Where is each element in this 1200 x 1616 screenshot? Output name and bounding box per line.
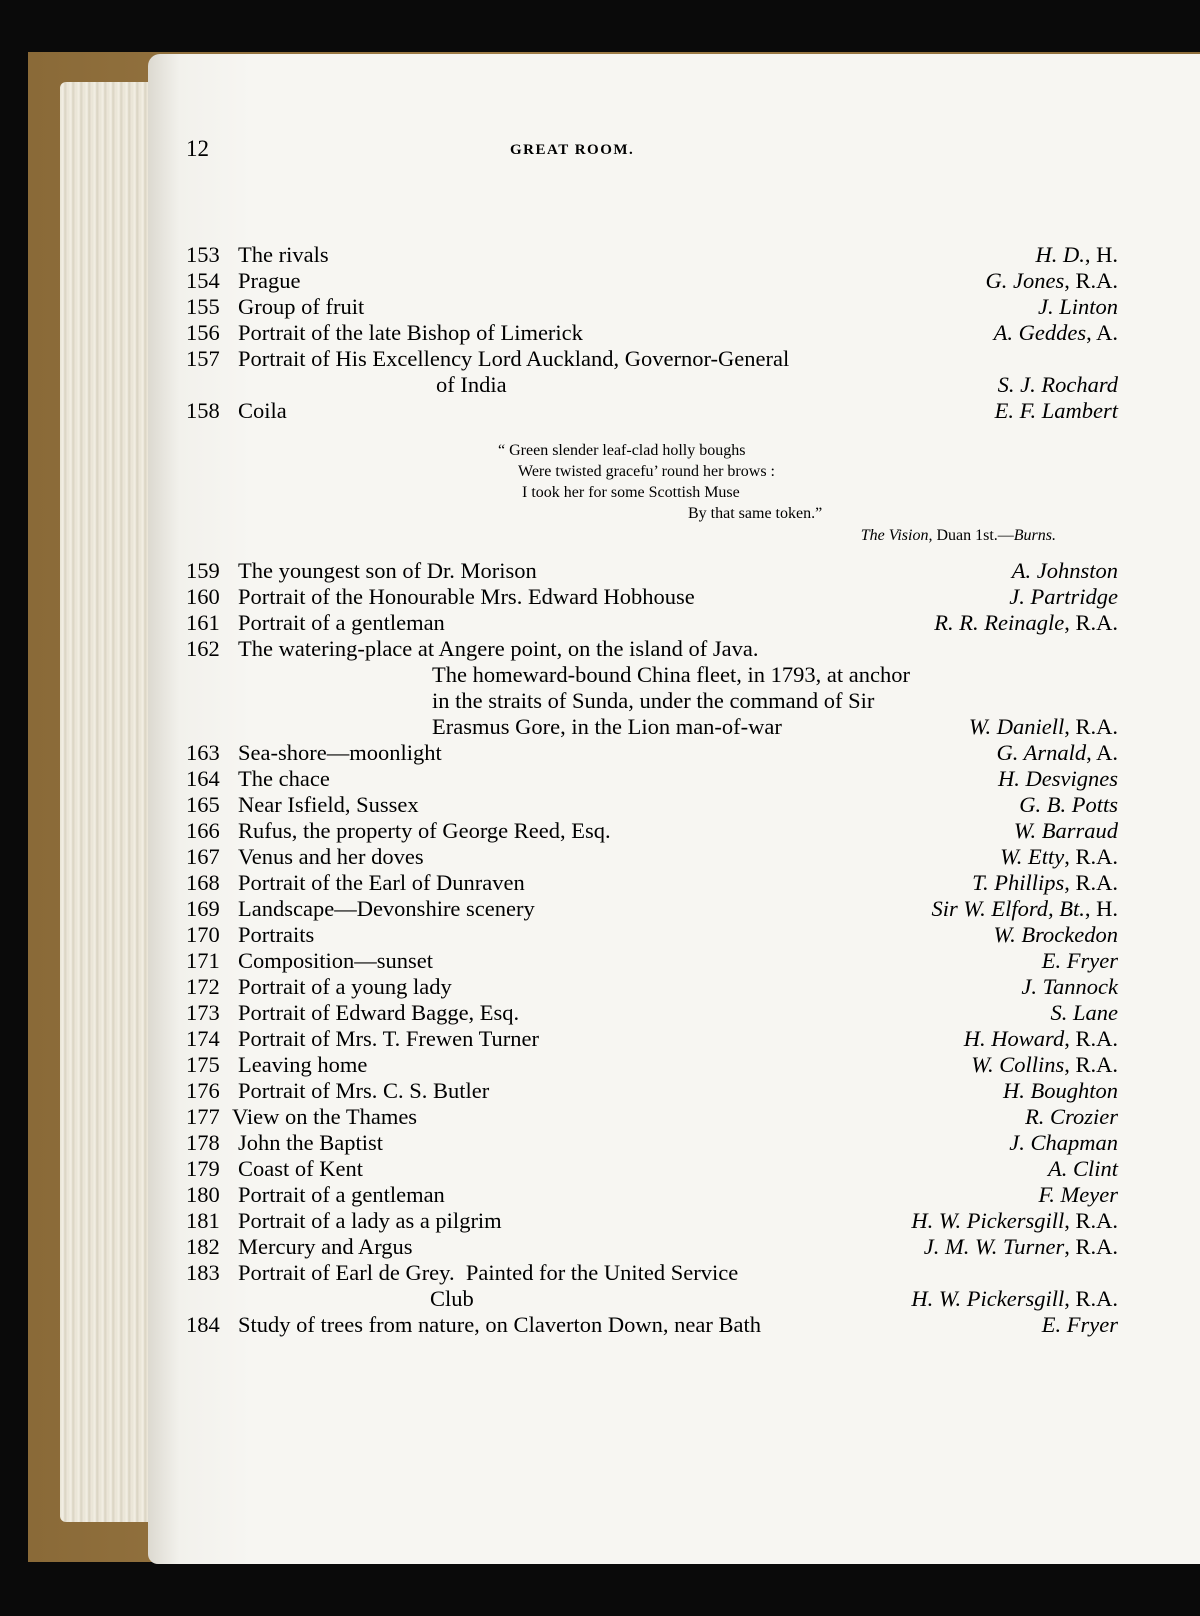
entry-number: 161 — [186, 610, 220, 635]
entry-artist: J. Chapman — [1009, 1130, 1118, 1155]
entry-title: Landscape—Devonshire scenery — [238, 896, 535, 921]
entry-number: 175 — [186, 1052, 220, 1077]
entry-number: 162 — [186, 636, 220, 661]
entry-number: 157 — [186, 346, 220, 371]
entry-title: The rivals — [238, 242, 329, 267]
quote-line: Were twisted gracefu’ round her brows : — [518, 463, 775, 480]
entry-title-continued: The homeward-bound China fleet, in 1793, at anchor — [432, 662, 910, 687]
entry-artist: J. M. W. Turner, R.A. — [923, 1234, 1118, 1259]
entry-number: 165 — [186, 792, 220, 817]
entry-title: Portrait of the late Bishop of Limerick — [238, 320, 583, 345]
entry-number: 156 — [186, 320, 220, 345]
entry-artist: W. Collins, R.A. — [971, 1052, 1118, 1077]
entry-title: Portraits — [238, 922, 315, 947]
entry-number: 179 — [186, 1156, 220, 1181]
entry-number: 176 — [186, 1078, 220, 1103]
entry-artist: H. Desvignes — [998, 766, 1118, 791]
entry-number: 184 — [186, 1312, 220, 1337]
entry-title-continued: in the straits of Sunda, under the command of Sir — [432, 688, 875, 713]
entry-title: Portrait of the Earl of Dunraven — [238, 870, 525, 895]
entry-artist: H. W. Pickersgill, R.A. — [911, 1208, 1118, 1233]
entry-title: Portrait of Earl de Grey. Painted for the United Service — [238, 1260, 739, 1285]
entry-number: 178 — [186, 1130, 220, 1155]
entry-artist: W. Barraud — [1013, 818, 1118, 843]
entry-number: 160 — [186, 584, 220, 609]
entry-number: 159 — [186, 558, 220, 583]
entry-title: Portrait of a young lady — [238, 974, 452, 999]
entry-number: 154 — [186, 268, 220, 293]
entry-title: The watering-place at Angere point, on the island of Java. — [238, 636, 759, 661]
entry-title: Portrait of Edward Bagge, Esq. — [238, 1000, 520, 1025]
entry-title: Rufus, the property of George Reed, Esq. — [238, 818, 611, 843]
entry-title-continued: Club — [430, 1286, 474, 1311]
entry-number: 153 — [186, 242, 220, 267]
entry-artist: R. R. Reinagle, R.A. — [934, 610, 1118, 635]
entry-number: 183 — [186, 1260, 220, 1285]
entry-title: Portrait of a lady as a pilgrim — [238, 1208, 502, 1233]
quote-line: By that same token.” — [688, 505, 823, 522]
entry-artist: Sir W. Elford, Bt., H. — [931, 896, 1118, 921]
entry-title: Sea-shore—moonlight — [238, 740, 442, 765]
entry-title: Portrait of Mrs. C. S. Butler — [238, 1078, 490, 1103]
entry-title-continued: of India — [436, 372, 507, 397]
entry-artist: H. D., H. — [1035, 242, 1118, 267]
entry-number: 170 — [186, 922, 220, 947]
entry-title: Composition—sunset — [238, 948, 434, 973]
entry-artist: H. W. Pickersgill, R.A. — [911, 1286, 1118, 1311]
entry-artist: A. Johnston — [1011, 558, 1118, 583]
entry-title: The chace — [238, 766, 330, 791]
entry-title: John the Baptist — [238, 1130, 383, 1155]
entry-title: Portrait of the Honourable Mrs. Edward Hobhouse — [238, 584, 695, 609]
entry-artist: H. Boughton — [1003, 1078, 1118, 1103]
entry-artist: G. Jones, R.A. — [985, 268, 1118, 293]
entry-artist: J. Partridge — [1009, 584, 1118, 609]
entry-number: 169 — [186, 896, 220, 921]
entry-number: 168 — [186, 870, 220, 895]
entry-title: Mercury and Argus — [238, 1234, 413, 1259]
entry-title: Near Isfield, Sussex — [238, 792, 419, 817]
page-number: 12 — [186, 136, 209, 161]
quote-source: The Vision, Duan 1st.—Burns. — [860, 527, 1056, 544]
entry-title: Venus and her doves — [238, 844, 424, 869]
entry-title: Prague — [238, 268, 301, 293]
entry-title: The youngest son of Dr. Morison — [238, 558, 537, 583]
entry-artist: W. Etty, R.A. — [1000, 844, 1118, 869]
entry-number: 172 — [186, 974, 220, 999]
entry-artist: W. Daniell, R.A. — [968, 714, 1118, 739]
entry-title: Portrait of a gentleman — [238, 1182, 445, 1207]
entry-number: 163 — [186, 740, 220, 765]
entry-number: 167 — [186, 844, 220, 869]
quote-line: I took her for some Scottish Muse — [522, 484, 740, 501]
entry-number: 182 — [186, 1234, 220, 1259]
entry-title: Coast of Kent — [238, 1156, 363, 1181]
quote-line: “ Green slender leaf-clad holly boughs — [498, 442, 746, 459]
entry-artist: G. Arnald, A. — [996, 740, 1118, 765]
entry-title-continued: Erasmus Gore, in the Lion man-of-war — [432, 714, 782, 739]
entry-artist: A. Geddes, A. — [993, 320, 1118, 345]
entry-artist: T. Phillips, R.A. — [972, 870, 1118, 895]
entry-artist: A. Clint — [1047, 1156, 1118, 1181]
entry-artist: E. F. Lambert — [994, 398, 1118, 423]
entry-artist: J. Linton — [1037, 294, 1118, 319]
entry-number: 173 — [186, 1000, 220, 1025]
entry-number: 171 — [186, 948, 220, 973]
entry-title: Portrait of a gentleman — [238, 610, 445, 635]
entry-number: 158 — [186, 398, 220, 423]
entry-number: 177 — [186, 1104, 220, 1129]
entry-artist: F. Meyer — [1038, 1182, 1118, 1207]
entry-artist: H. Howard, R.A. — [963, 1026, 1118, 1051]
entry-artist: J. Tannock — [1021, 974, 1118, 999]
entry-number: 155 — [186, 294, 220, 319]
entry-number: 164 — [186, 766, 220, 791]
entry-number: 181 — [186, 1208, 220, 1233]
entry-title: Portrait of Mrs. T. Frewen Turner — [238, 1026, 540, 1051]
entry-artist: W. Brockedon — [993, 922, 1118, 947]
entry-artist: R. Crozier — [1025, 1104, 1118, 1129]
entry-artist: E. Fryer — [1041, 1312, 1118, 1337]
entry-title: Study of trees from nature, on Claverton Down, near Bath — [238, 1312, 761, 1337]
entry-number: 166 — [186, 818, 220, 843]
entry-title: Coila — [238, 398, 287, 423]
entry-title: View on the Thames — [232, 1104, 418, 1129]
entry-number: 174 — [186, 1026, 220, 1051]
entry-artist: G. B. Potts — [1019, 792, 1118, 817]
entry-title: Leaving home — [238, 1052, 368, 1077]
entry-title: Group of fruit — [238, 294, 365, 319]
entry-artist: S. Lane — [1050, 1000, 1118, 1025]
entry-artist: S. J. Rochard — [997, 372, 1118, 397]
entry-number: 180 — [186, 1182, 220, 1207]
entry-title: Portrait of His Excellency Lord Auckland, Governor-General — [238, 346, 790, 371]
running-head: GREAT ROOM. — [510, 142, 635, 158]
entry-artist: E. Fryer — [1041, 948, 1118, 973]
